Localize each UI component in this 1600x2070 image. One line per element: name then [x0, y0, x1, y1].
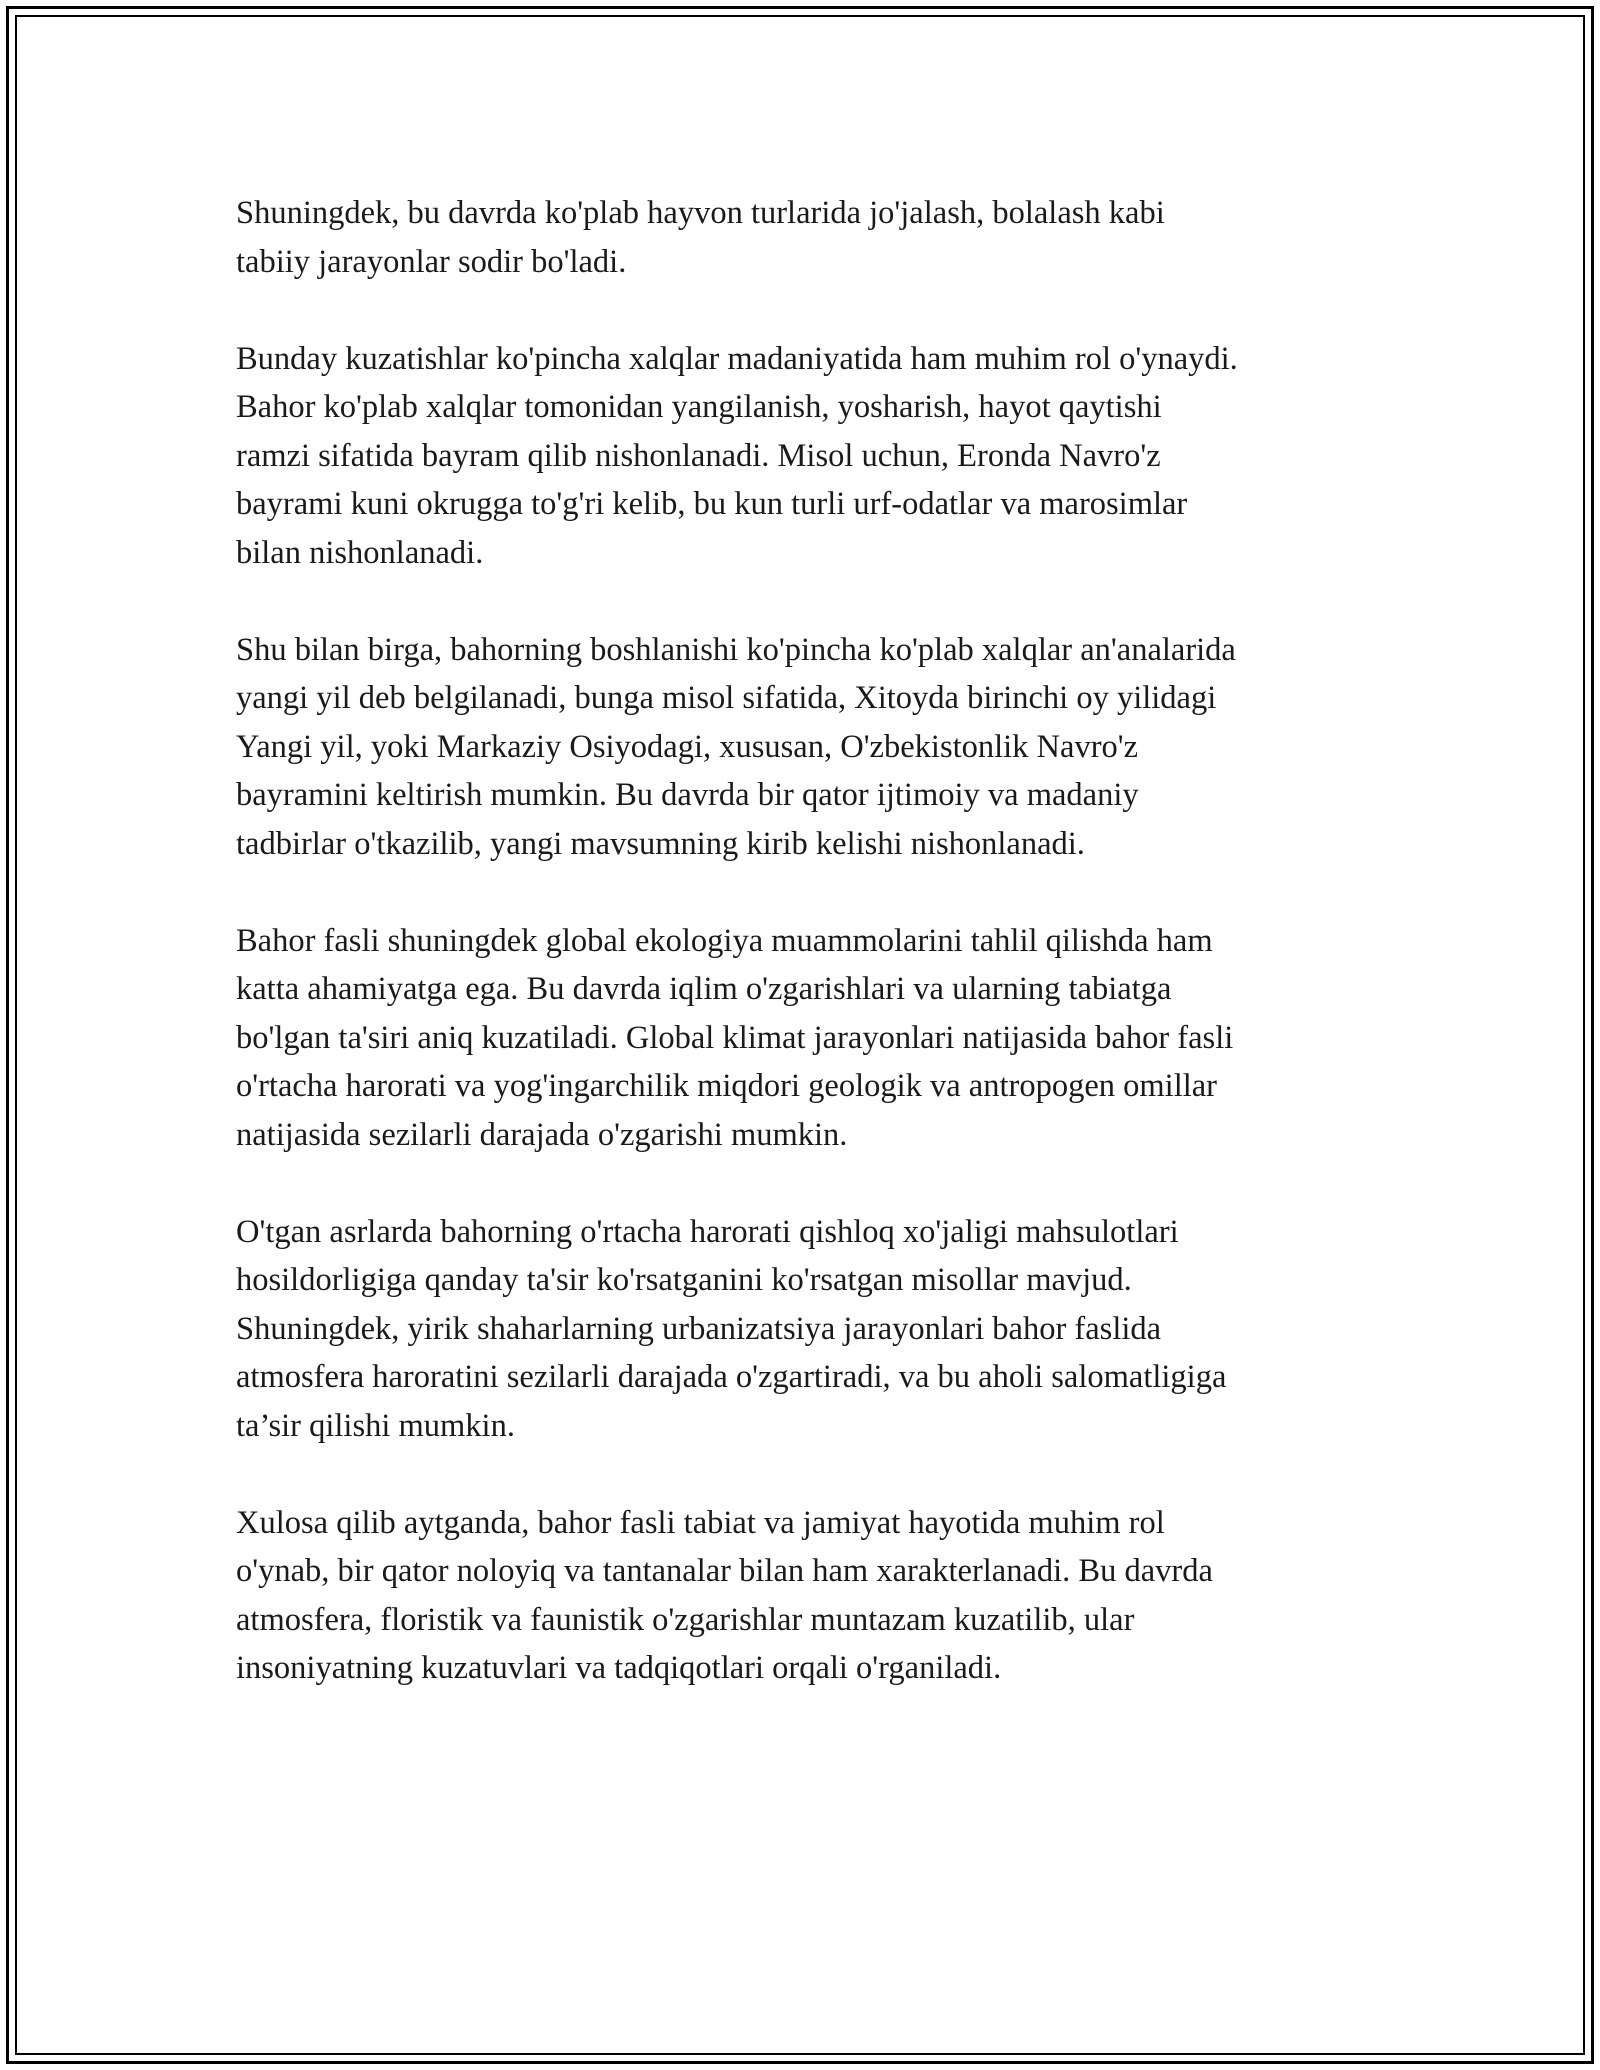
text-line: bayramini keltirish mumkin. Bu davrda bir qator ijtimoiy va madaniy [236, 777, 1139, 813]
text-line: Shuningdek, yirik shaharlarning urbanizatsiya jarayonlari bahor faslida [236, 1310, 1162, 1347]
paragraph-conclusion [236, 1499, 1376, 1693]
paragraph-animal-breeding [236, 189, 1376, 286]
text-line: tabiiy jarayonlar sodir bo'ladi. [236, 243, 627, 280]
paragraph-history [236, 1208, 1376, 1451]
text-line: o'rtacha harorati va yog'ingarchilik miqdori geologik va antropogen omillar [236, 1068, 1217, 1104]
text-line: Bahor fasli shuningdek global ekologiya muammolarini tahlil qilishda ham [236, 922, 1213, 959]
text-line: atmosfera, floristik va faunistik o'zgarishlar muntazam kuzatilib, ular [236, 1601, 1135, 1638]
text-line: bo'lgan ta'siri aniq kuzatiladi. Global klimat jarayonlari natijasida bahor fasli [236, 1019, 1234, 1056]
paragraph-ecology [236, 917, 1376, 1160]
text-line: Xulosa qilib aytganda, bahor fasli tabiat va jamiyat hayotida muhim rol [236, 1504, 1165, 1541]
text-line: Shuningdek, bu davrda ko'plab hayvon turlarida jo'jalash, bolalash kabi [236, 195, 1165, 231]
text-line: ramzi sifatida bayram qilib nishonlanadi. Misol uchun, Eronda Navro'z [236, 437, 1161, 474]
text-line: hosildorligiga qanday ta'sir ko'rsatganini ko'rsatgan misollar mavjud. [236, 1262, 1132, 1298]
text-line: atmosfera haroratini sezilarli darajada o'zgartiradi, va bu aholi salomatligiga [236, 1359, 1227, 1395]
text-line: bilan nishonlanadi. [236, 534, 484, 571]
text-line: katta ahamiyatga ega. Bu davrda iqlim o'zgarishlari va ularning tabiatga [236, 971, 1172, 1007]
paragraph-culture [236, 335, 1376, 578]
text-line: O'tgan asrlarda bahorning o'rtacha harorati qishloq xo'jaligi mahsulotlari [236, 1213, 1179, 1250]
paragraph-new-year [236, 626, 1376, 869]
text-line: Bahor ko'plab xalqlar tomonidan yangilanish, yosharish, hayot qaytishi [236, 389, 1162, 425]
text-line: tadbirlar o'tkazilib, yangi mavsumning kirib kelishi nishonlanadi. [236, 825, 1085, 862]
text-line: Shu bilan birga, bahorning boshlanishi ko'pincha ko'plab xalqlar an'analarida [236, 631, 1236, 668]
text-line: Yangi yil, yoki Markaziy Osiyodagi, xususan, O'zbekistonlik Navro'z [236, 728, 1139, 765]
text-line: Bunday kuzatishlar ko'pincha xalqlar madaniyatida ham muhim rol o'ynaydi. [236, 340, 1238, 377]
text-line: yangi yil deb belgilanadi, bunga misol sifatida, Xitoyda birinchi oy yilidagi [236, 680, 1217, 716]
text-line: ta’sir qilishi mumkin. [236, 1407, 515, 1444]
text-line: natijasida sezilarli darajada o'zgarishi mumkin. [236, 1116, 848, 1153]
document-body [236, 189, 1376, 1741]
text-line: o'ynab, bir qator noloyiq va tantanalar bilan ham xarakterlanadi. Bu davrda [236, 1553, 1213, 1589]
text-line: bayrami kuni okrugga to'g'ri kelib, bu kun turli urf-odatlar va marosimlar [236, 486, 1188, 522]
text-line: insoniyatning kuzatuvlari va tadqiqotlari orqali o'rganiladi. [236, 1650, 1002, 1686]
